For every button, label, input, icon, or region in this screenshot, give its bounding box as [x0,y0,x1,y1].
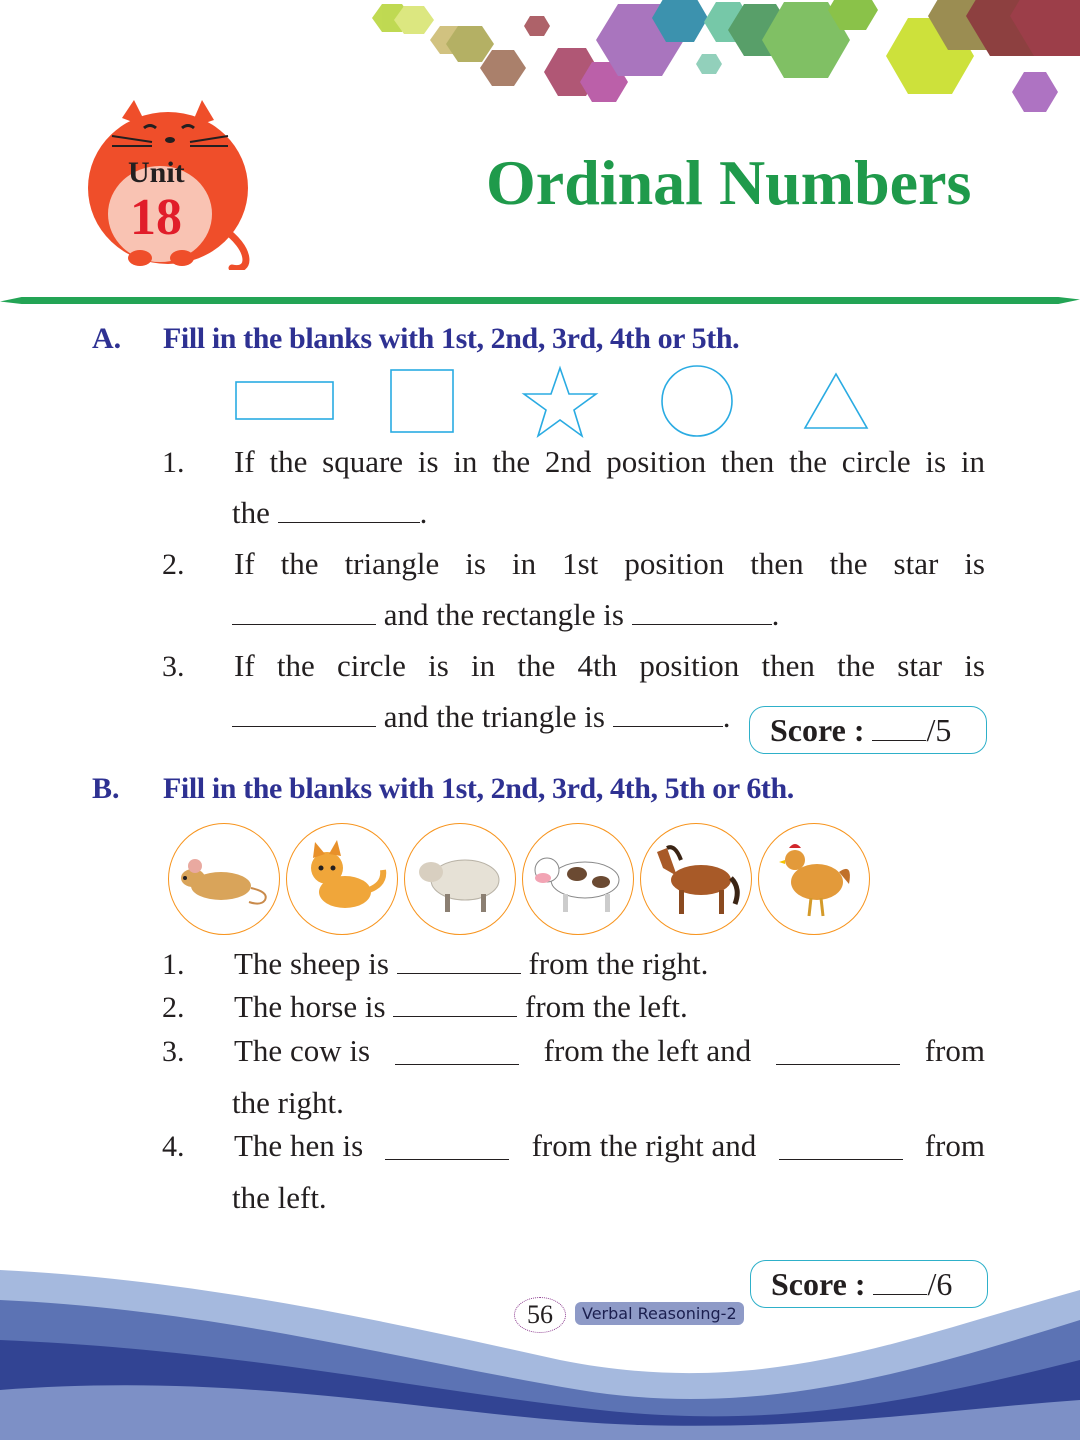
answer-blank[interactable] [385,1158,509,1160]
triangle-icon [805,374,867,428]
question-text: The sheep is from the right. [234,946,709,981]
book-title: Verbal Reasoning-2 [575,1302,744,1325]
question-text: If the triangle is in 1st position then the star is [234,546,985,581]
question-text: The hen is from the right and from [234,1128,985,1163]
question-text: The cow is from the left and from [234,1033,985,1068]
answer-blank[interactable] [397,972,521,974]
section-a-letter: A. [92,322,122,355]
answer-blank[interactable] [613,725,723,727]
question-number: 1. [162,446,185,479]
cat-icon [286,823,398,935]
question-number: 2. [162,548,185,581]
horse-icon [640,823,752,935]
section-a-instruction: Fill in the blanks with 1st, 2nd, 3rd, 4th or 5th. [163,322,740,355]
answer-blank[interactable] [393,1015,517,1017]
unit-label: Unit [128,156,185,189]
question-number: 2. [162,991,185,1024]
answer-blank[interactable] [779,1158,903,1160]
rectangle-icon [236,382,333,419]
question-text: and the rectangle is . [232,597,779,633]
score-blank[interactable] [872,739,926,741]
score-blank[interactable] [873,1293,927,1295]
cow-icon [522,823,634,935]
answer-blank[interactable] [278,521,420,523]
question-number: 4. [162,1130,185,1163]
page-title: Ordinal Numbers [486,147,972,218]
square-icon [391,370,453,432]
question-number: 1. [162,948,185,981]
answer-blank[interactable] [632,623,772,625]
star-icon [524,368,596,436]
question-number: 3. [162,1035,185,1068]
score-box-a: Score : /5 [749,706,987,754]
question-text: The horse is from the left. [234,989,688,1024]
page-number: 56 [514,1297,566,1333]
shape-row [230,364,880,440]
unit-number: 18 [130,189,182,246]
circle-icon [662,366,732,436]
question-text: the right. [232,1085,344,1120]
answer-blank[interactable] [395,1063,519,1065]
question-number: 3. [162,650,185,683]
mouse-icon [168,823,280,935]
answer-blank[interactable] [776,1063,900,1065]
score-box-b: Score : /6 [750,1260,988,1308]
answer-blank[interactable] [232,725,376,727]
answer-blank[interactable] [232,623,376,625]
question-text: the . [232,495,428,530]
question-text: If the square is in the 2nd position then the circle is in [234,444,985,479]
section-b-instruction: Fill in the blanks with 1st, 2nd, 3rd, 4th, 5th or 6th. [163,772,794,805]
question-text: If the circle is in the 4th position then the star is [234,648,985,683]
question-text: and the triangle is . [232,699,731,735]
section-b-letter: B. [92,772,120,805]
title-divider [0,297,1080,304]
sheep-icon [404,823,516,935]
question-text: the left. [232,1180,327,1215]
hen-icon [758,823,870,935]
